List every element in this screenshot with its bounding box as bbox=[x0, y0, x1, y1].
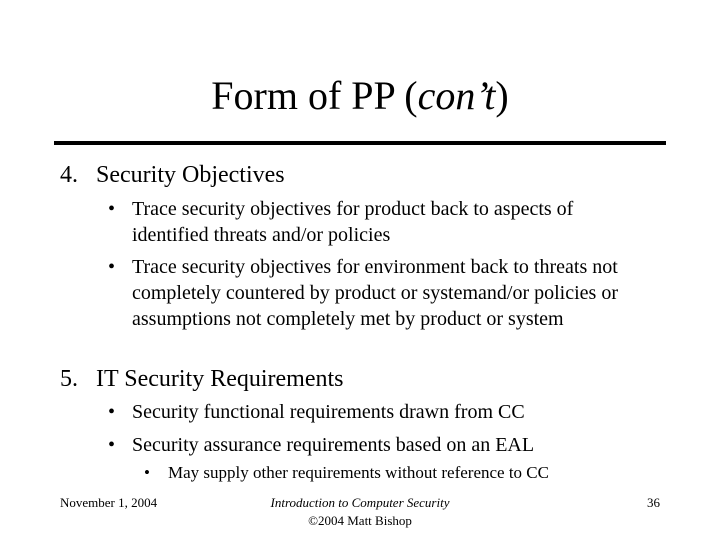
sub-list-item bbox=[144, 462, 549, 484]
bullet-text: Trace security objectives for environment back to threats not completely countered by product or systemand/or policies or assumptions not completely met by product or system bbox=[132, 256, 618, 330]
bullet-icon: • bbox=[108, 434, 116, 456]
slide-title bbox=[0, 70, 720, 122]
bullet-icon: • bbox=[144, 463, 150, 482]
bullet-text: Security functional requirements drawn from CC bbox=[132, 401, 525, 423]
title-suffix: ) bbox=[495, 73, 509, 118]
section-title: IT Security Requirements bbox=[96, 366, 344, 392]
title-italic: con’t bbox=[417, 73, 496, 118]
bullet-icon: • bbox=[108, 401, 116, 423]
footer-course: Introduction to Computer Security bbox=[270, 495, 450, 510]
section-number: 4. bbox=[60, 162, 78, 188]
sub-bullet-text: May supply other requirements without reference to CC bbox=[168, 463, 549, 482]
title-prefix: Form of PP ( bbox=[211, 73, 418, 118]
list-item bbox=[108, 432, 648, 458]
page-number: 36 bbox=[647, 495, 660, 510]
list-item bbox=[108, 399, 648, 425]
section-number: 5. bbox=[60, 366, 78, 392]
section-title: Security Objectives bbox=[96, 162, 285, 188]
list-item bbox=[108, 254, 648, 332]
title-divider bbox=[54, 141, 666, 145]
footer-copyright: ©2004 Matt Bishop bbox=[308, 513, 412, 528]
bullet-icon: • bbox=[108, 256, 116, 278]
bullet-icon: • bbox=[108, 198, 116, 220]
section-heading-4 bbox=[60, 160, 285, 190]
footer-center bbox=[230, 494, 490, 530]
list-item bbox=[108, 196, 648, 248]
section-heading-5 bbox=[60, 364, 344, 394]
footer-date: November 1, 2004 bbox=[60, 495, 158, 510]
bullet-text: Security assurance requirements based on an EAL bbox=[132, 434, 535, 456]
bullet-text: Trace security objectives for product back to aspects of identified threats and/or policies bbox=[132, 198, 574, 246]
